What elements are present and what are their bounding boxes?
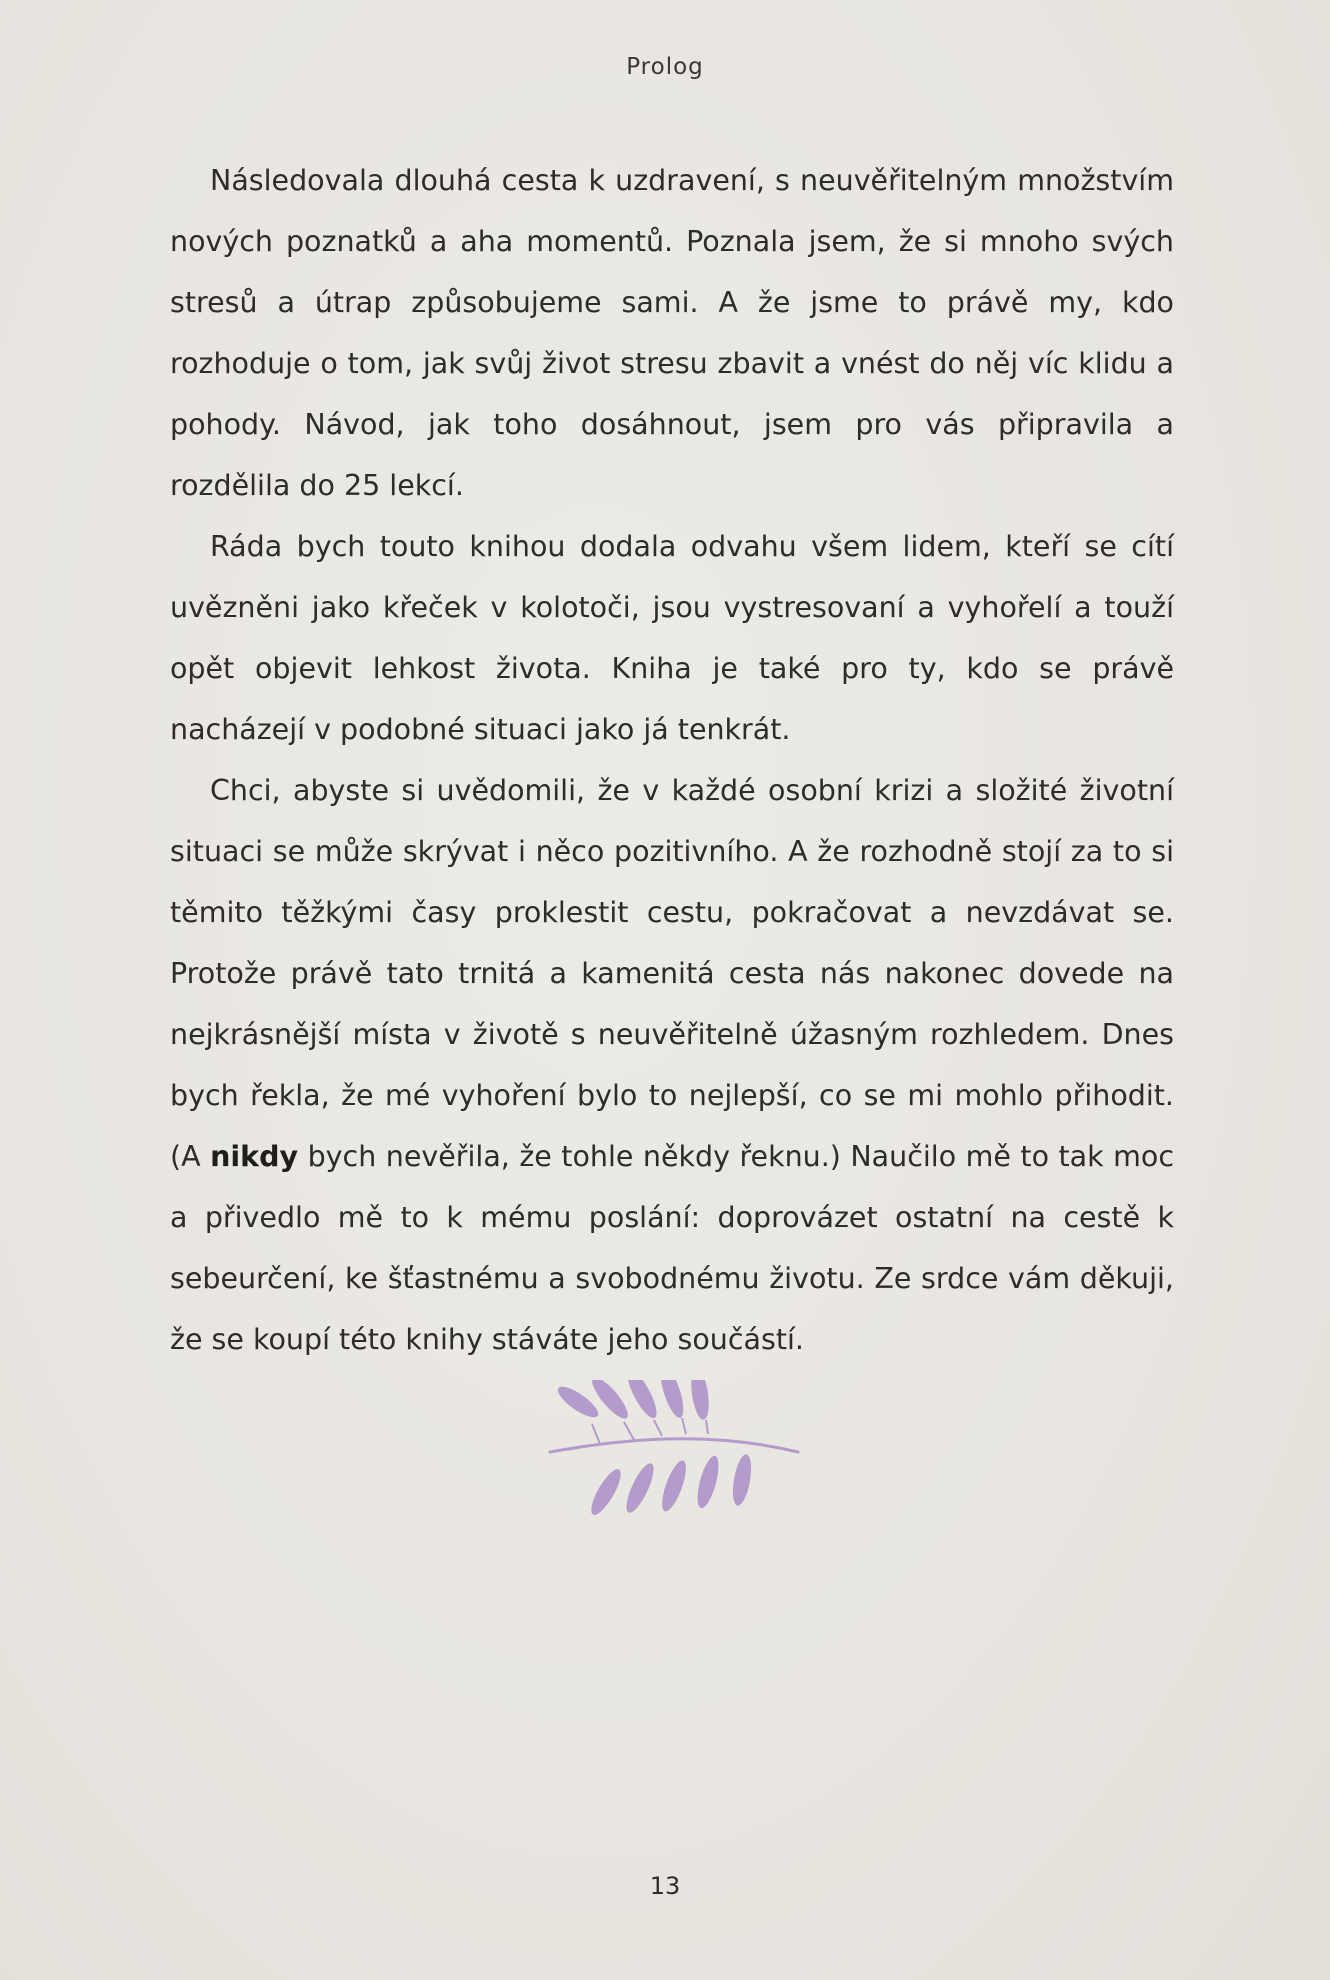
- emphasis-word: nikdy: [210, 1140, 299, 1173]
- body-text: [170, 150, 1174, 1370]
- paragraph-text: Chci, abyste si uvědomili, že v každé osobní krizi a složité životní situaci se může skrývat i něco pozitivního. A že rozhodně stojí za to si těmito těžkými časy proklestit cestu, pokračovat a nevzdávat se. Protože právě tato trnitá a kamenitá cesta nás nakonec dovede na nejkrásnější místa v životě s neuvěřitelně úžasným rozhledem. Dnes bych řekla, že mé vyhoření bylo to nejlepší, co se mi mohlo přihodit. (A: [170, 774, 1174, 1173]
- paragraph: [170, 760, 1174, 1370]
- page-number: 13: [649, 1872, 681, 1900]
- fern-branch-icon: [548, 1380, 802, 1522]
- paragraph: Ráda bych touto knihou dodala odvahu všem lidem, kteří se cítí uvězněni jako křeček v kolotoči, jsou vystresovaní a vyhořelí a touží opět objevit lehkost života. Kniha je také pro ty, kdo se právě nacházejí v podobné situaci jako já tenkrát.: [170, 530, 1174, 746]
- paragraph: Následovala dlouhá cesta k uzdravení, s neuvěřitelným množstvím nových poznatků a aha momentů. Poznala jsem, že si mnoho svých stresů a útrap způsobujeme sami. A že jsme to právě my, kdo rozhoduje o tom, jak svůj život stresu zbavit a vnést do něj víc klidu a pohody. Návod, jak toho dosáhnout, jsem pro vás připravila a rozdělila do 25 lekcí.: [170, 164, 1174, 502]
- running-head: Prolog: [626, 54, 704, 80]
- paragraph-text: bych nevěřila, že tohle někdy řeknu.) Naučilo mě to tak moc a přivedlo mě to k mému poslání: doprovázet ostatní na cestě k sebeurčení, ke šťastnému a svobodnému životu. Ze srdce vám děkuji, že se koupí této knihy stáváte jeho součástí.: [170, 1140, 1174, 1356]
